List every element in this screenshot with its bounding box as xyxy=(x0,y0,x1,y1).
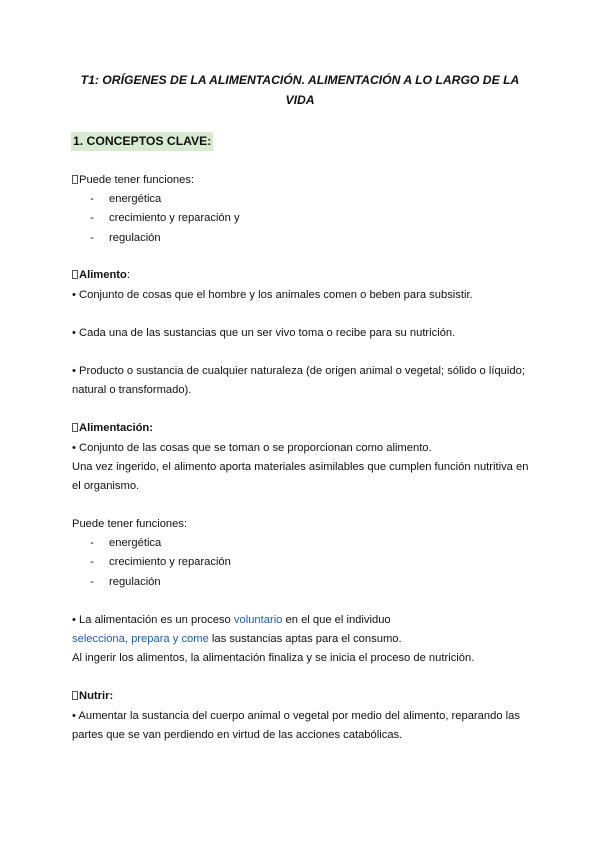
nutrir-term: Nutrir: xyxy=(72,689,113,703)
alimento-def-1: • Conjunto de cosas que el hombre y los animales comen o beben para subsistir. xyxy=(72,289,473,301)
checkbox-glyph-icon xyxy=(72,691,78,700)
alimentacion-def-1: • Conjunto de las cosas que se toman o se proporcionan como alimento. xyxy=(72,442,432,454)
section-heading: 1. CONCEPTOS CLAVE: xyxy=(71,132,213,151)
title-line-1: T1: ORÍGENES DE LA ALIMENTACIÓN. ALIMENTACIÓN A LO LARGO DE LA xyxy=(80,73,520,87)
title-line-2: VIDA xyxy=(285,93,315,107)
alimento-def-3b: natural o transformado). xyxy=(72,384,192,396)
alimentacion-def-2b: el organismo. xyxy=(72,480,140,492)
alimentacion-term: Alimentación: xyxy=(72,421,153,435)
alimentacion-item-2: - crecimiento y reparación xyxy=(90,556,231,568)
alimentacion-lead: Puede tener funciones: xyxy=(72,518,188,530)
alimentacion-item-3: - regulación xyxy=(90,576,161,588)
nutrir-def-a: • Aumentar la sustancia del cuerpo animal o vegetal por medio del alimento, reparando las xyxy=(72,710,520,722)
intro-item-3: - regulación xyxy=(90,232,161,244)
alimentacion-item-1: - energética xyxy=(90,537,162,549)
alimentacion-def-2a: Una vez ingerido, el alimento aporta materiales asimilables que cumplen función nutritiva en xyxy=(72,461,529,473)
checkbox-glyph-icon xyxy=(72,270,78,279)
intro-item-2: - crecimiento y reparación y xyxy=(90,212,240,224)
nutrir-def-b: partes que se van perdiendo en virtud de las acciones catabólicas. xyxy=(72,729,403,741)
checkbox-glyph-icon xyxy=(72,175,78,184)
checkbox-glyph-icon xyxy=(72,423,78,432)
intro-item-1: - energética xyxy=(90,193,162,205)
alimentacion-process-1: • La alimentación es un proceso voluntario en el que el individuo xyxy=(72,614,391,626)
alimentacion-process-2: selecciona, prepara y come las sustancias aptas para el consumo. xyxy=(72,633,402,645)
alimentacion-process-3: Al ingerir los alimentos, la alimentación finaliza y se inicia el proceso de nutrición. xyxy=(72,652,475,664)
alimento-def-3a: • Producto o sustancia de cualquier naturaleza (de origen animal o vegetal; sólido o líquido; xyxy=(72,365,525,377)
highlight-voluntario: voluntario xyxy=(233,614,283,626)
highlight-selecciona: selecciona, prepara y come xyxy=(72,633,209,645)
alimento-def-2: • Cada una de las sustancias que un ser vivo toma o recibe para su nutrición. xyxy=(72,327,456,339)
intro-lead: Puede tener funciones: xyxy=(72,173,194,187)
alimento-term: Alimento: xyxy=(72,268,130,282)
document-title xyxy=(60,70,540,110)
